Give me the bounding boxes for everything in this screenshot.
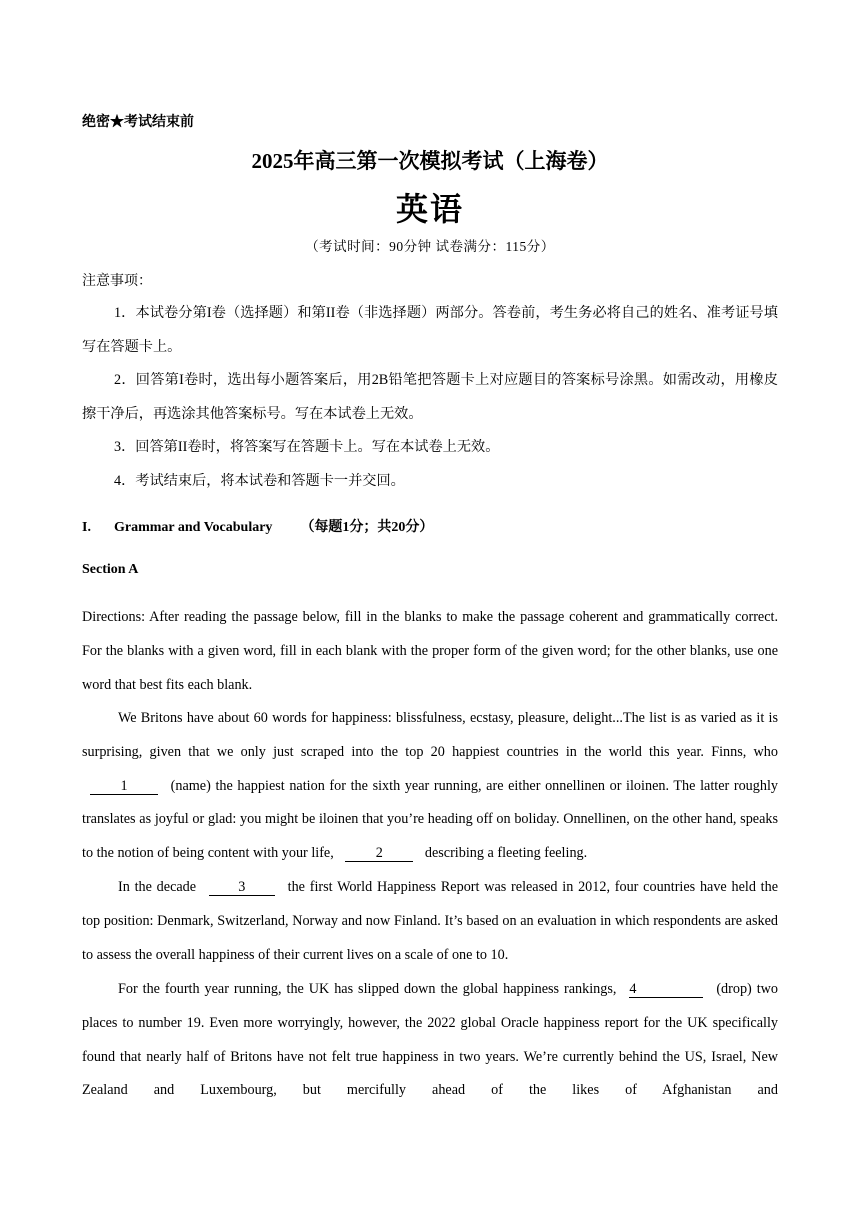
passage-paragraph-1: We Britons have about 60 words for happiness: blissfulness, ecstasy, pleasure, delight...The list is as varied as it is surprising, given that we only just scraped into the top 20 happiest countries in the world this year. Finns, who 1 (name) the happiest nation for the sixth year running, are either onnellinen or iloinen. The latter roughly translates as joyful or glad: you might be iloinen that you’re heading off on boliday. Onnellinen, on the other hand, speaks to the notion of being content with your life, 2 describing a fleeting feeling. (82, 710, 778, 862)
blank-2[interactable]: 2 (345, 845, 413, 862)
notice-item-3: 3．回答第II卷时，将答案写在答题卡上。写在本试卷上无效。 (114, 439, 500, 455)
part-heading (82, 516, 433, 536)
notice-heading: 注意事项： (82, 274, 152, 289)
blank-3[interactable]: 3 (209, 879, 275, 896)
directions: Directions: After reading the passage below, fill in the blanks to make the passage coherent and grammatically correct. For the blanks with a given word, fill in each blank with the proper form of the given word; for the other blanks, use one word that best fits each blank. (82, 609, 778, 693)
blank-4[interactable]: 4 (629, 981, 703, 998)
passage-paragraph-2: In the decade 3 the first World Happiness Report was released in 2012, four countries have held the top position: Denmark, Switzerland, Norway and now Finland. It’s based on an evaluation in which respondents are asked to assess the overall happiness of their current lives on a scale of one to 10. (82, 879, 779, 963)
passage-paragraph-3: For the fourth year running, the UK has slipped down the global happiness rankings, 4 (drop) two places to number 19. Even more worryingly, however, the 2022 global Oracle happiness report for the UK specifically found that nearly half of Britons have not felt true happiness in two years. We’re currently behind the US, Israel, New Zealand and Luxembourg, but mercifully ahead of the likes of Afghanistan and (82, 981, 779, 1099)
section-heading: Section A (82, 562, 139, 577)
exam-info: （考试时间：90分钟 试卷满分：115分） (305, 239, 555, 254)
exam-title: 2025年高三第一次模拟考试（上海卷） (251, 149, 609, 173)
part-title: Grammar and Vocabulary (114, 520, 273, 535)
notice-item-2: 2．回答第I卷时，选出每小题答案后，用2B铅笔把答题卡上对应题目的答案标号涂黑。如需改动，用橡皮擦干净后，再选涂其他答案标号。写在本试卷上无效。 (82, 372, 778, 422)
blank-1[interactable]: 1 (90, 778, 158, 795)
notice-item-1: 1．本试卷分第I卷（选择题）和第II卷（非选择题）两部分。答卷前，考生务必将自己的姓名、准考证号填写在答题卡上。 (82, 305, 778, 355)
part-score: （每题1分；共20分） (300, 520, 434, 535)
notice-item-4: 4．考试结束后，将本试卷和答题卡一并交回。 (114, 473, 405, 489)
part-number: I. (82, 520, 91, 535)
confidential-label: 绝密★考试结束前 (82, 115, 194, 130)
subject-title: 英语 (395, 191, 464, 227)
